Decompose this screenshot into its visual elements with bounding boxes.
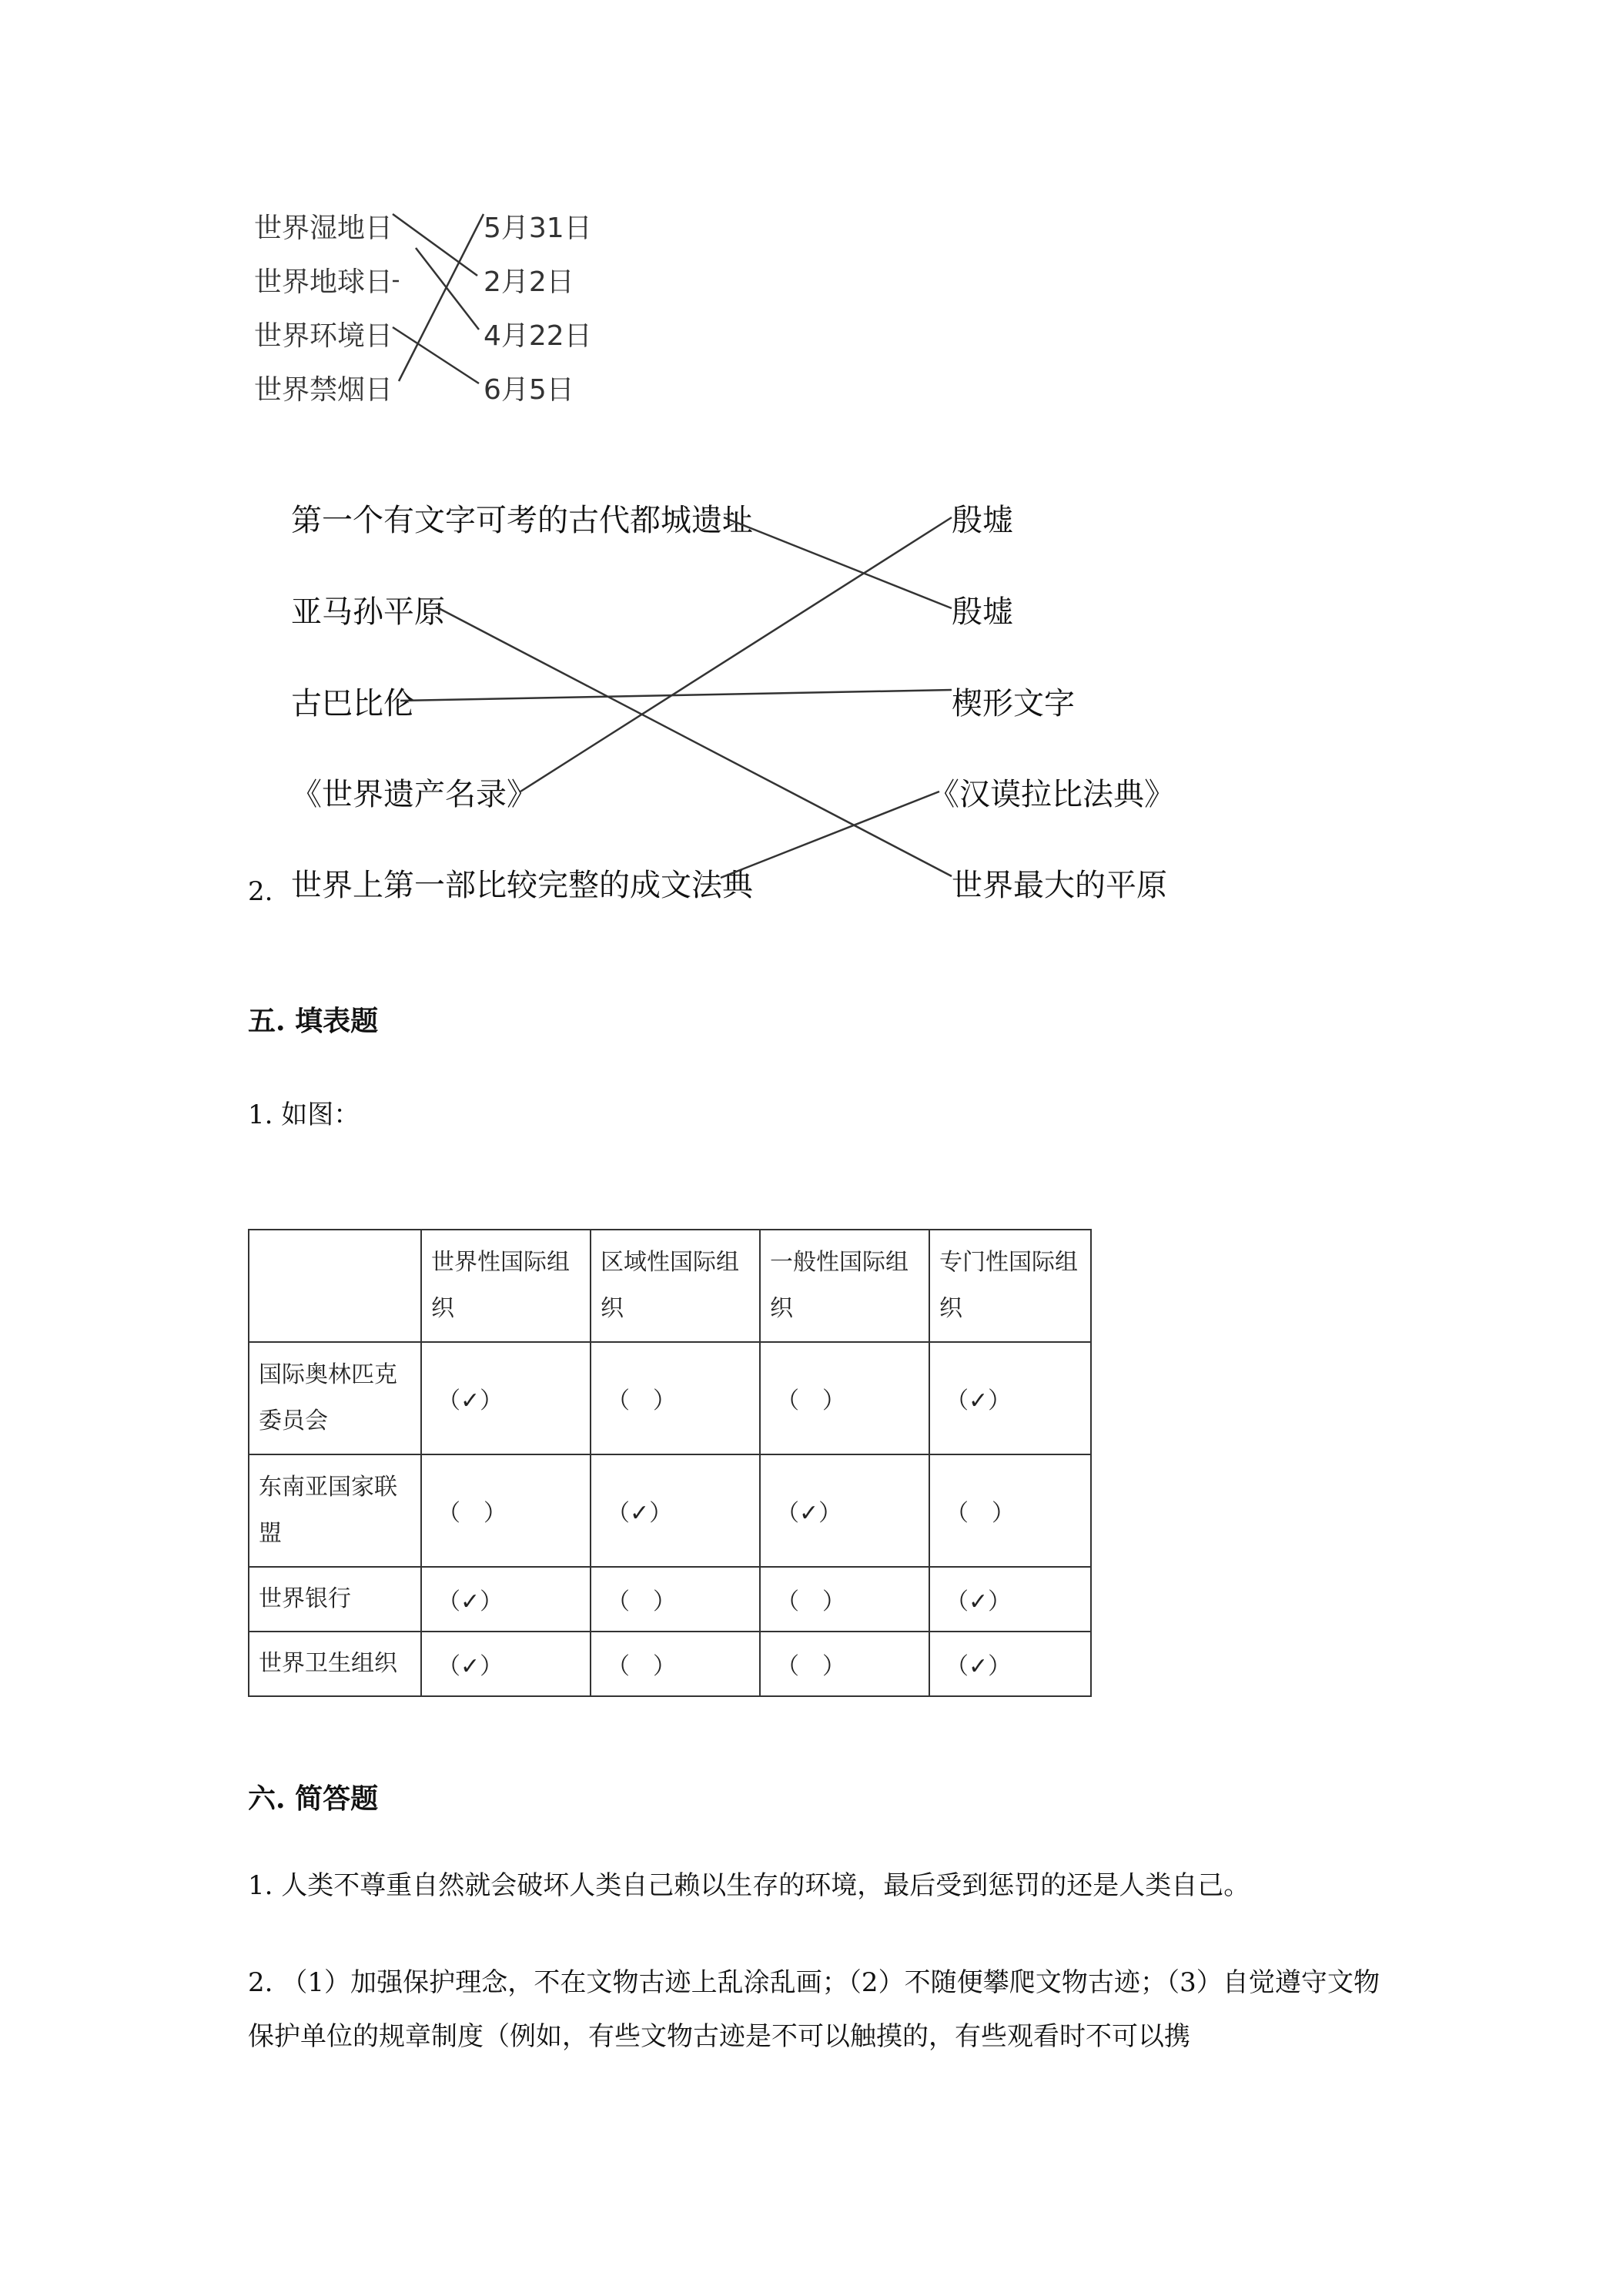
table-cell: （✓） [591, 1454, 760, 1567]
match1-right-item: 4月22日 [484, 320, 592, 352]
table-row-header: 世界银行 [249, 1567, 421, 1632]
table-cell: （✓） [929, 1567, 1091, 1632]
match2-right-item: 《汉谟拉比法典》 [929, 777, 1175, 812]
match1-left-item: 世界禁烟日 [254, 374, 393, 406]
table-row-header: 国际奥林匹克委员会 [249, 1342, 421, 1454]
match2-left-item: 《世界遗产名录》 [291, 777, 537, 812]
table-cell: （✓） [760, 1454, 929, 1567]
table-cell: （ ） [591, 1342, 760, 1454]
match1-right-item: 6月5日 [484, 374, 574, 406]
question-number: 2. [248, 876, 273, 907]
connector-line [393, 327, 479, 383]
match1-right-item: 2月2日 [484, 266, 574, 298]
match2-left-item: 世界上第一部比较完整的成文法典 [291, 868, 753, 903]
table-header-row [249, 1230, 1091, 1342]
table-cell: （ ） [760, 1567, 929, 1632]
match1-right-item: 5月31日 [484, 213, 592, 244]
connector-line [400, 690, 952, 701]
connector-line [724, 517, 952, 608]
section-title: 六. 简答题 [248, 1782, 379, 1815]
answer-paragraph: 1. 人类不尊重自然就会破坏人类自己赖以生存的环境，最后受到惩罚的还是人类自己。 [248, 1870, 1250, 1901]
table-header-cell: 世界性国际组织 [421, 1230, 591, 1342]
table-header-cell: 一般性国际组织 [760, 1230, 929, 1342]
table-header-cell: 专门性国际组织 [929, 1230, 1091, 1342]
table-row-header: 世界卫生组织 [249, 1632, 421, 1696]
connector-line [721, 792, 939, 878]
table-cell: （ ） [760, 1342, 929, 1454]
table-cell: （✓） [421, 1342, 591, 1454]
table-cell: （✓） [421, 1567, 591, 1632]
table-cell: （✓） [929, 1632, 1091, 1696]
match2-left-item: 第一个有文字可考的古代都城遗址 [291, 503, 753, 538]
table-cell: （✓） [421, 1632, 591, 1696]
table-row [249, 1632, 1091, 1696]
section-title: 五. 填表题 [248, 1005, 379, 1037]
match1-left-item: 世界地球日 [254, 266, 393, 298]
table-cell: （ ） [421, 1454, 591, 1567]
match1-left-item: 世界湿地日 [254, 213, 393, 244]
organization-table [248, 1229, 1092, 1697]
match2-left-item: 亚马孙平原 [291, 594, 445, 630]
connector-line [416, 248, 479, 330]
table-cell: （ ） [760, 1632, 929, 1696]
connector-line [393, 214, 477, 276]
connector-line [436, 607, 952, 876]
table-cell: （ ） [591, 1632, 760, 1696]
table-row [249, 1567, 1091, 1632]
match2-right-item: 殷墟 [952, 503, 1013, 538]
match2-right-item: 楔形文字 [952, 686, 1075, 721]
match2-left-item: 古巴比伦 [291, 686, 414, 721]
table-header-cell: 区域性国际组织 [591, 1230, 760, 1342]
match2-right-item: 殷墟 [952, 594, 1013, 630]
match2-right-item: 世界最大的平原 [952, 868, 1167, 903]
table-cell: （ ） [929, 1454, 1091, 1567]
table-cell: （✓） [929, 1342, 1091, 1454]
answer-paragraph: 2. （1）加强保护理念，不在文物古迹上乱涂乱画；（2）不随便攀爬文物古迹；（3）自觉遵守文物保护单位的规章制度（例如，有些文物古迹是不可以触摸的，有些观看时不可以携 [248, 1967, 1380, 2052]
table-cell: （ ） [591, 1567, 760, 1632]
table-row [249, 1454, 1091, 1567]
connector-line [520, 517, 952, 792]
table-row-header: 东南亚国家联盟 [249, 1454, 421, 1567]
table-corner-cell [249, 1230, 421, 1342]
connector-line [399, 214, 484, 381]
table-row [249, 1342, 1091, 1454]
match1-left-item: 世界环境日 [254, 320, 393, 352]
question-text: 1. 如图： [248, 1099, 360, 1130]
